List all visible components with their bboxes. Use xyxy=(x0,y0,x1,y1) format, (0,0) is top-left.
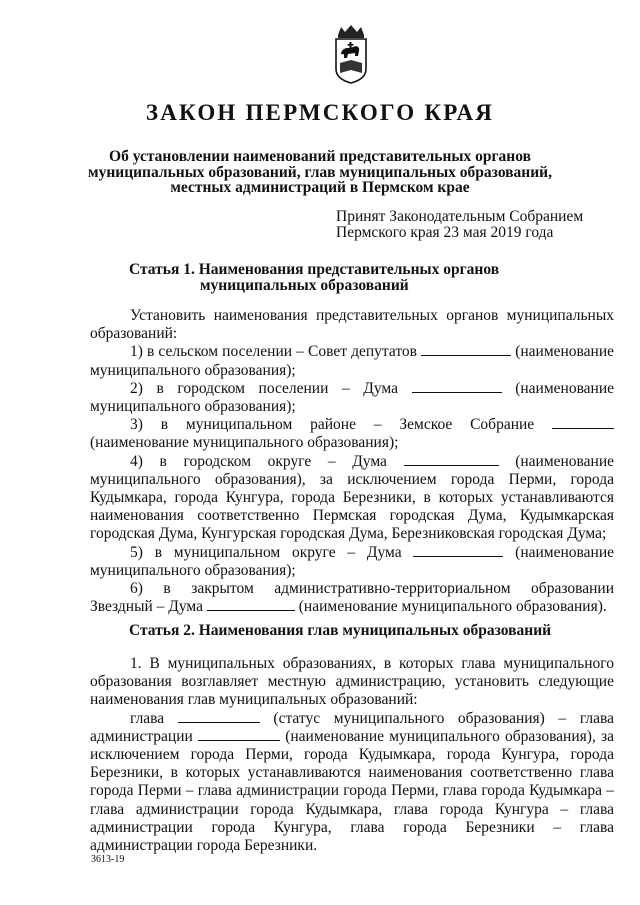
item-text: (наименование муниципального образования); xyxy=(90,379,615,416)
article-1-item xyxy=(90,343,614,379)
item-text: 4) в городском округе – Дума xyxy=(130,452,387,470)
adoption-line: Пермского края 23 мая 2019 года xyxy=(336,223,554,241)
adoption-line: Принят Законодательным Собранием xyxy=(336,208,584,225)
blank-line xyxy=(412,380,502,393)
article-2-body xyxy=(90,655,614,855)
item-text: (наименование муниципального образования); xyxy=(90,543,614,579)
blank-line xyxy=(207,598,295,611)
article-2-heading: Статья 2. Наименования глав муниципальных образований xyxy=(129,622,552,639)
article-1-item xyxy=(90,416,614,452)
item-text: (наименование муниципального образования); xyxy=(90,434,399,452)
item-text: 3) в муниципальном районе – Земское Собрание xyxy=(130,416,535,434)
document-number: 3613-19 xyxy=(91,854,125,865)
item-text: (наименование муниципального образования), за исключением города Перми, города Кудымкара, города Кунгура, города Березники, в которых устанавливаются наименования соответственно Пермская городская Дума, Кудымкарская городская Дума, Кунгурская городская Дума, Березниковская городская Дума; xyxy=(90,452,615,543)
p2-text: глава xyxy=(130,709,165,727)
subtitle-line: муниципальных образований, глав муниципальных образований, xyxy=(88,163,552,181)
item-text: 6) в закрытом административно-территориальном образовании Звездный – Дума xyxy=(90,580,614,616)
law-title: ЗАКОН ПЕРМСКОГО КРАЯ xyxy=(145,100,495,125)
article-1-heading xyxy=(129,262,499,293)
subtitle-line: Об установлении наименований представительных органов xyxy=(109,148,531,165)
item-text: (наименование муниципального образования); xyxy=(90,343,615,379)
blank-line xyxy=(178,710,260,723)
blank-line xyxy=(552,416,614,429)
subtitle-line: местных администраций в Пермском крае xyxy=(170,179,470,196)
item-text: 2) в городском поселении – Дума xyxy=(130,379,399,397)
coat-of-arms-emblem xyxy=(328,23,374,85)
blank-line xyxy=(413,544,503,557)
p2-text: (статус муниципального образования) – глава администрации xyxy=(90,709,614,745)
article-2-paragraph-1: 1. В муниципальных образованиях, в которых глава муниципального образования возглавляет местную администрацию, установить следующие наименования глав муниципальных образований: xyxy=(90,655,614,709)
blank-line xyxy=(198,728,280,741)
blank-line xyxy=(404,453,499,466)
blank-line xyxy=(421,343,511,356)
item-text: (наименование муниципального образования). xyxy=(298,598,607,616)
article-1-item xyxy=(90,580,614,616)
article-1-intro: Установить наименования представительных органов муниципальных образований: xyxy=(90,307,614,343)
article-2-paragraph-2 xyxy=(90,710,614,856)
article-1-body xyxy=(90,307,614,616)
article-1-item xyxy=(90,453,614,544)
p2-text: (наименование муниципального образования), за исключением города Перми, города Кудымкара, города Кунгура, города Березники, в которых устанавливаются наименования соответственно глава города Перми – глава администрации города Перми, глава города Кудымкара – глава администрации города Кудымкара, глава города Кунгура – глава администрации города Кунгура, глава города Березники – глава администрации города Березники. xyxy=(90,727,615,855)
adoption-note xyxy=(336,209,583,240)
item-text: 1) в сельском поселении – Совет депутатов xyxy=(130,343,417,361)
heading-line: Статья 1. Наименования представительных органов xyxy=(129,261,500,278)
item-text: 5) в муниципальном округе – Дума xyxy=(130,543,402,561)
article-1-item xyxy=(90,544,614,580)
heading-line: муниципальных образований xyxy=(200,276,409,294)
law-subtitle xyxy=(70,149,570,196)
article-1-item xyxy=(90,380,614,416)
